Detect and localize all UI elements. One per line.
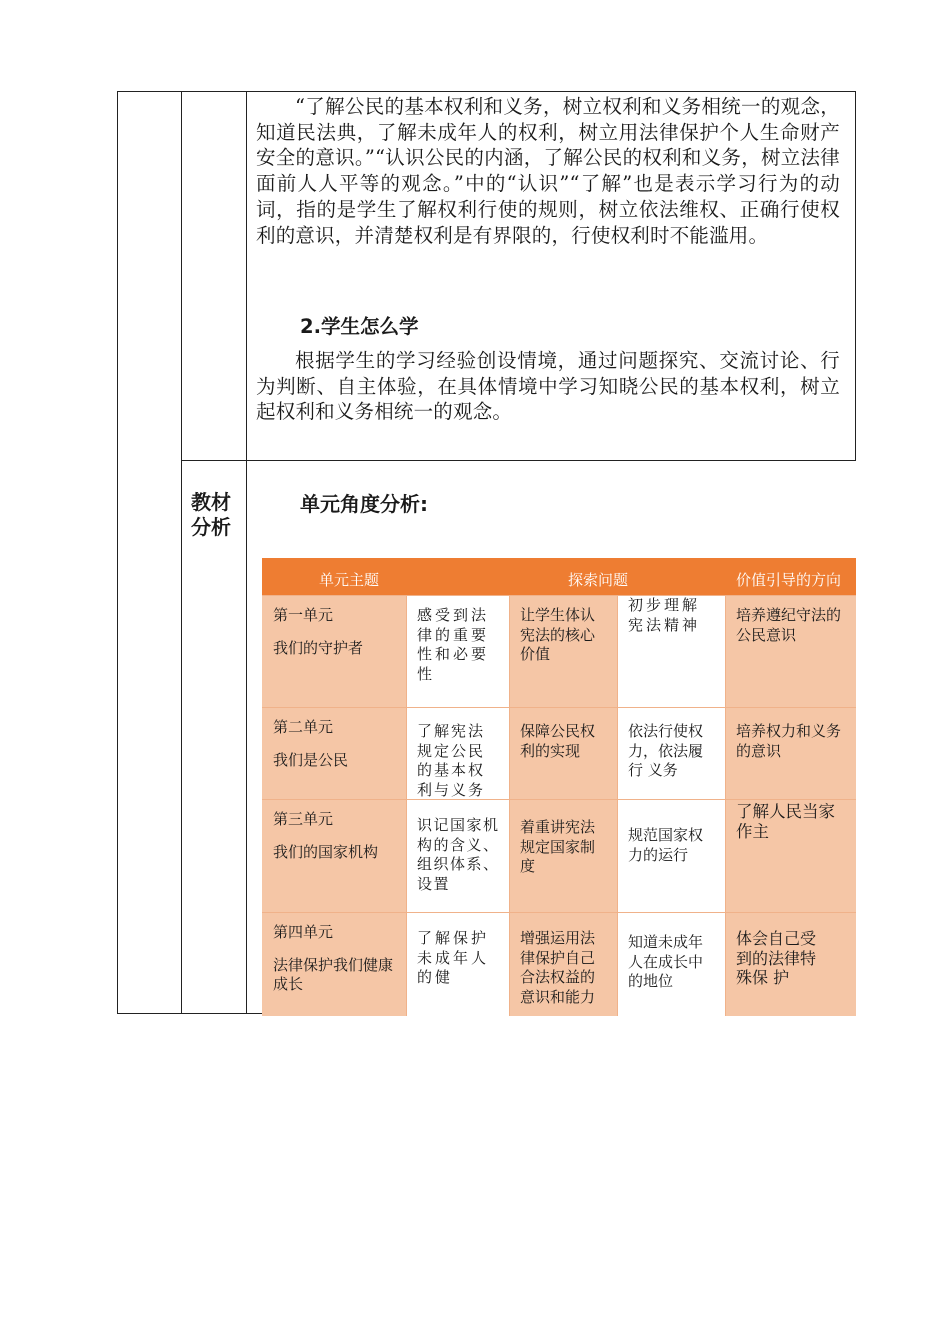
unit-number: 第四单元 [273, 923, 334, 941]
question-cell-3: 规范国家权力的运行 [617, 800, 725, 912]
side-label: 教材分析 [191, 490, 231, 539]
question-cell-3: 知道未成年人在成长中的地位 [617, 913, 725, 1016]
unit-cell [262, 596, 406, 707]
unit-cell [262, 800, 406, 912]
unit-cell [262, 913, 406, 1016]
value-cell: 培养遵纪守法的公民意识 [725, 596, 856, 707]
value-cell: 体会自己受到的法律特殊保 护 [725, 913, 856, 1016]
header-theme: 单元主题 [319, 571, 380, 589]
table-row [262, 912, 856, 1016]
question-cell-1: 了解保护未成年人的健 [406, 913, 509, 1016]
question-cell-1: 识记国家机构的含义、组织体系、设置 [406, 800, 509, 912]
question-cell-1: 了解宪法规定公民的基本权利与义务 [406, 708, 509, 799]
intro-paragraph: “了解公民的基本权利和义务，树立权利和义务相统一的观念，知道民法典，了解未成年人的权利，树立用法律保护个人生命财产安全的意识。”“认识公民的内涵，了解公民的权利和义务，树立法律面前人人平等的观念。”中的“认识”“了解”也是表示学习行为的动词，指的是学生了解权利行使的规则，树立依法维权、正确行使权利的意识，并清楚权利是有界限的，行使权利时不能滥用。 [256, 95, 840, 247]
unit-number: 第二单元 [273, 718, 334, 736]
table-header [262, 558, 856, 595]
unit-name: 法律保护我们健康成长 [273, 955, 394, 993]
unit-name: 我们的守护者 [273, 638, 364, 657]
question-cell-3: 依法行使权力，依法履行 义务 [617, 708, 725, 799]
value-cell: 培养权力和义务的意识 [725, 708, 856, 799]
section-paragraph: 根据学生的学习经验创设情境，通过问题探究、交流讨论、行为判断、自主体验，在具体情境中学习知晓公民的基本权利，树立起权利和义务相统一的观念。 [256, 349, 840, 424]
unit-cell [262, 708, 406, 799]
question-cell-2: 保障公民权利的实现 [509, 708, 617, 799]
unit-analysis-title: 单元角度分析: [300, 492, 428, 516]
question-cell-2: 着重讲宪法规定国家制度 [509, 800, 617, 912]
frame-column-divider-1 [181, 91, 182, 1014]
header-value: 价值引导的方向 [736, 571, 842, 589]
frame-column-divider-2 [246, 91, 247, 1014]
table-row [262, 707, 856, 799]
section-heading: 2.学生怎么学 [300, 315, 419, 338]
value-cell: 了解人民当家作主 [725, 800, 856, 912]
unit-name: 我们的国家机构 [273, 842, 379, 861]
frame-left-border [117, 91, 118, 1014]
unit-table [262, 558, 856, 1016]
table-row [262, 799, 856, 912]
frame-row-divider [181, 460, 856, 461]
question-cell-1: 感受到法律的重要性和必要性 [406, 596, 509, 707]
unit-name: 我们是公民 [273, 750, 349, 769]
question-cell-2: 增强运用法律保护自己合法权益的意识和能力 [509, 913, 617, 1016]
unit-number: 第一单元 [273, 606, 334, 624]
header-explore: 探索问题 [568, 571, 629, 589]
unit-number: 第三单元 [273, 810, 334, 828]
question-cell-3: 初步理解宪法精神 [617, 596, 725, 707]
frame-bottom-border [117, 1013, 262, 1014]
frame-top-border [117, 91, 856, 92]
question-cell-2: 让学生体认宪法的核心价值 [509, 596, 617, 707]
table-row [262, 595, 856, 707]
frame-right-border [855, 91, 856, 460]
